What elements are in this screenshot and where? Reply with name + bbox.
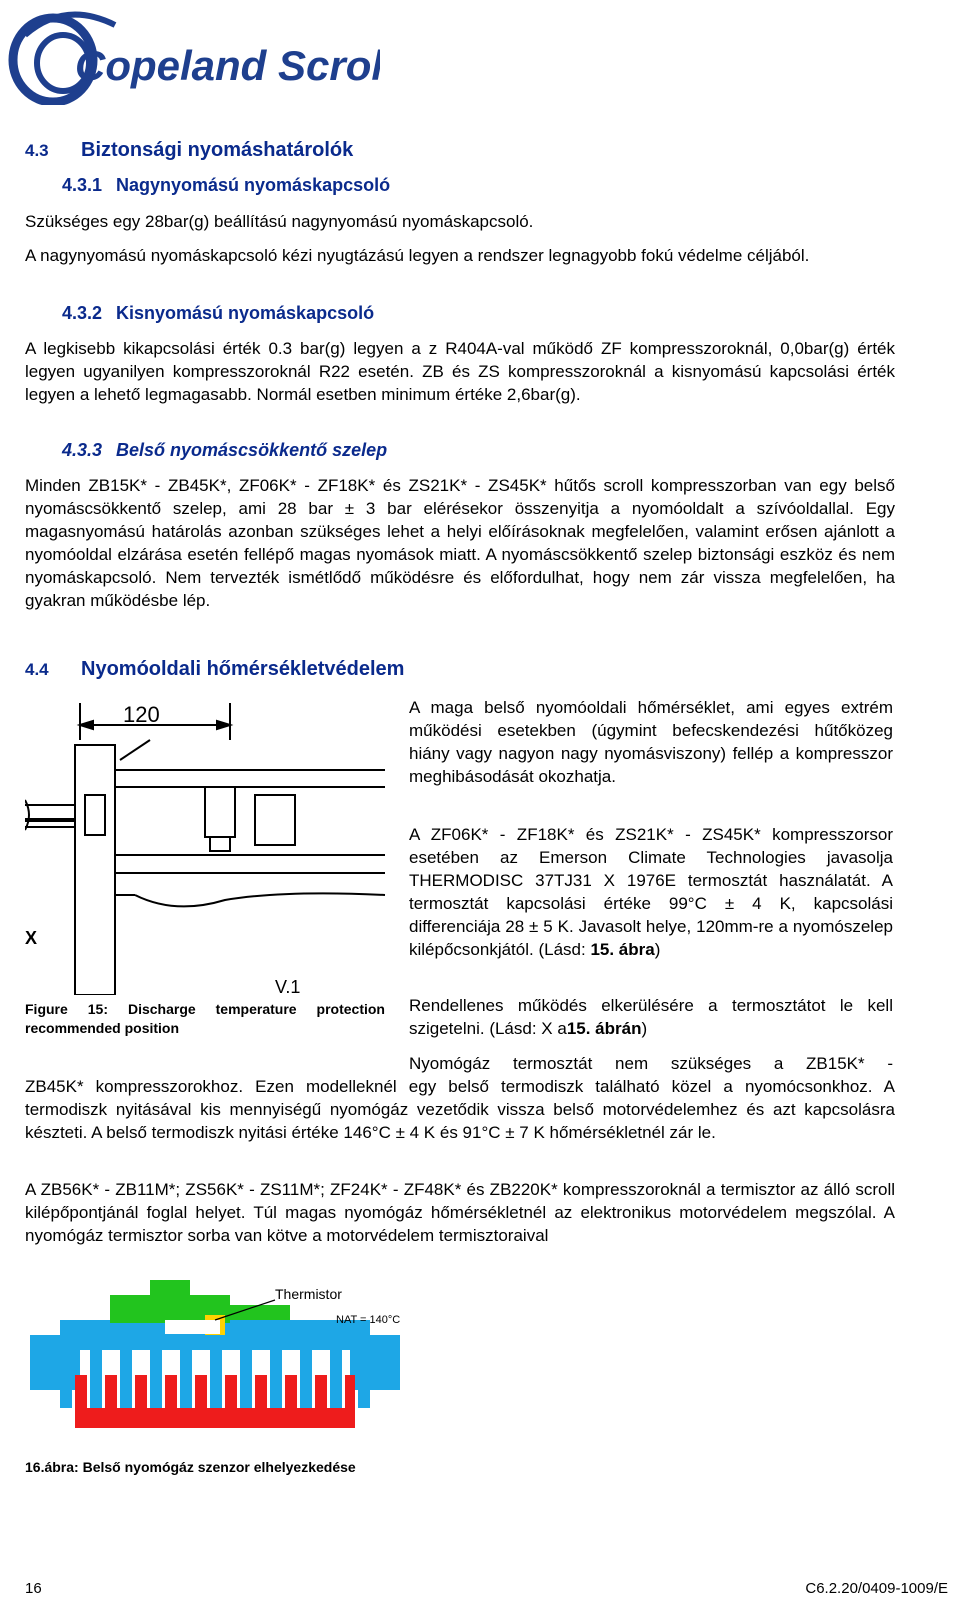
paragraph-1: Szükséges egy 28bar(g) beállítású nagynyomású nyomáskapcsoló. xyxy=(25,212,534,231)
closing-parenthesis: ) xyxy=(654,940,661,959)
version-label: V.1 xyxy=(275,977,301,995)
figure-reference: 15. ábrán xyxy=(566,1019,642,1038)
subsection-title: Kisnyomású nyomáskapcsoló xyxy=(116,303,375,323)
right-paragraph-2-text: A ZF06K* - ZF18K* és ZS21K* - ZS45K* kompresszorsor esetében az Emerson Climate Technologies javasolja THERMODISC 37TJ31 X 1976E termosztát használatát. A termosztát kapcsolási értéke 99°C ± 4 K, kapcsolási differenciája 28 ± 5 K. Javasolt helye, 120mm-re a nyomószelep kilépőcsonkjától. (Lásd: xyxy=(409,825,893,959)
right-paragraph-3 xyxy=(409,994,893,1040)
subsection-title: Belső nyomáscsökkentő szelep xyxy=(116,440,388,460)
section-title: Nyomóoldali hőmérsékletvédelem xyxy=(81,658,405,680)
right-paragraph-2 xyxy=(409,823,893,961)
logo-graphic xyxy=(5,5,380,105)
paragraph-5-first-line: Nyomógáz termosztát nem szükséges a ZB15K* - xyxy=(409,1054,893,1073)
subsection-number: 4.3.3 xyxy=(62,440,103,460)
figure-15-drawing xyxy=(25,695,395,995)
paragraph-3: A legkisebb kikapcsolási érték 0.3 bar(g) legyen a z R404A-val működő ZF kompresszoroknál, 0,0bar(g) érték legyen ugyanilyen kompresszoroknál R22 esetén. ZB és ZS kompresszoroknál a kisnyomású kapcsolási érték legyen a lehető legmagasabb. Normál esetben minimum értéke 2,6bar(g). xyxy=(25,339,895,404)
logo-text: Copeland Scroll xyxy=(75,42,380,89)
closing-parenthesis: ) xyxy=(641,1019,648,1038)
subsection-heading-4-3-1 xyxy=(62,175,390,196)
dimension-label: 120 xyxy=(123,702,160,727)
copeland-scroll-logo xyxy=(5,5,380,105)
paragraph-5-rest: ZB45K* kompresszorokhoz. Ezen modelleknél egy belső termodiszk található közel a nyomócsonkhoz. A termodiszk nyitásával kis mennyiségű nyomógáz vezetődik vissza belső motorvédelemhez és azt kapcsolásra készteti. A belső termodiszk nyitási értéke 146°C ± 4 K és 91°C ± 7 K hőmérsékletnél zár le. xyxy=(25,1077,895,1142)
section-heading-4-4 xyxy=(25,658,404,681)
document-code: C6.2.20/0409-1009/E xyxy=(805,1580,948,1597)
thermistor-label: Thermistor xyxy=(275,1286,342,1302)
figure-16-drawing xyxy=(30,1280,420,1450)
paragraph-6: A ZB56K* - ZB11M*; ZS56K* - ZS11M*; ZF24K* - ZF48K* és ZB220K* kompresszoroknál a termisztor az álló scroll kilépőpontjánál foglal helyet. Túl magas nyomógáz hőmérsékletnél az elektronikus motorvédelem megszólal. A nyomógáz termisztor sorba van kötve a motorvédelem termisztoraival xyxy=(25,1180,895,1245)
paragraph-4: Minden ZB15K* - ZB45K*, ZF06K* - ZF18K* és ZS21K* - ZS45K* hűtős scroll kompresszorban van egy belső nyomáscsökkentő szelep, ami 28 bar ± 3 bar elérésekor összenyitja a nyomóoldalt a szívóoldallal. Egy magasnyomású határolás azonban szükséges lehet a helyi előírásoknak megfelelően, valamint erősen ajánlott a nyomóoldal elzárása esetén fellépő magas nyomások miatt. A nyomáscsökkentő szelep biztonsági eszköz és nem nyomáskapcsoló. Nem tervezték ismétlődő működésre és előfordulhat, hogy nem zár vissza megfelelően, ha gyakran működésbe lép. xyxy=(25,476,895,610)
figure-15-caption: Figure 15: Discharge temperature protection recommended position xyxy=(25,1001,385,1036)
svg-text:™: ™ xyxy=(60,98,67,105)
discharge-valve-drawing xyxy=(25,695,395,995)
section-number: 4.4 xyxy=(25,660,49,679)
subsection-heading-4-3-3 xyxy=(62,440,387,461)
compressor-section-drawing xyxy=(30,1280,420,1450)
subsection-title: Nagynyomású nyomáskapcsoló xyxy=(116,175,391,195)
subsection-number: 4.3.1 xyxy=(62,175,103,195)
subsection-heading-4-3-2 xyxy=(62,303,374,324)
nat-label: NAT = 140°C xyxy=(336,1314,401,1326)
page-number: 16 xyxy=(25,1580,42,1597)
figure-16-caption: 16.ábra: Belső nyomógáz szenzor elhelyezkedése xyxy=(25,1459,356,1475)
section-number: 4.3 xyxy=(25,141,49,160)
section-title: Biztonsági nyomáshatárolók xyxy=(81,139,354,161)
figure-15-marker: X xyxy=(25,928,38,948)
section-heading-4-3 xyxy=(25,139,353,162)
figure-reference: 15. ábra xyxy=(590,940,655,959)
right-paragraph-1: A maga belső nyomóoldali hőmérséklet, ami egyes extrém működési esetekben (úgymint befecskendezési hűtőközeg hiány vagy nagyon nagy nyomásviszony) fellép a kompresszor meghibásodását okozhatja. xyxy=(409,698,893,786)
paragraph-2: A nagynyomású nyomáskapcsoló kézi nyugtázású legyen a rendszer legnagyobb fokú védelme céljából. xyxy=(25,246,810,265)
subsection-number: 4.3.2 xyxy=(62,303,103,323)
right-paragraph-3-text: Rendellenes működés elkerülésére a termosztátot le kell szigetelni. (Lásd: X a xyxy=(409,996,893,1038)
